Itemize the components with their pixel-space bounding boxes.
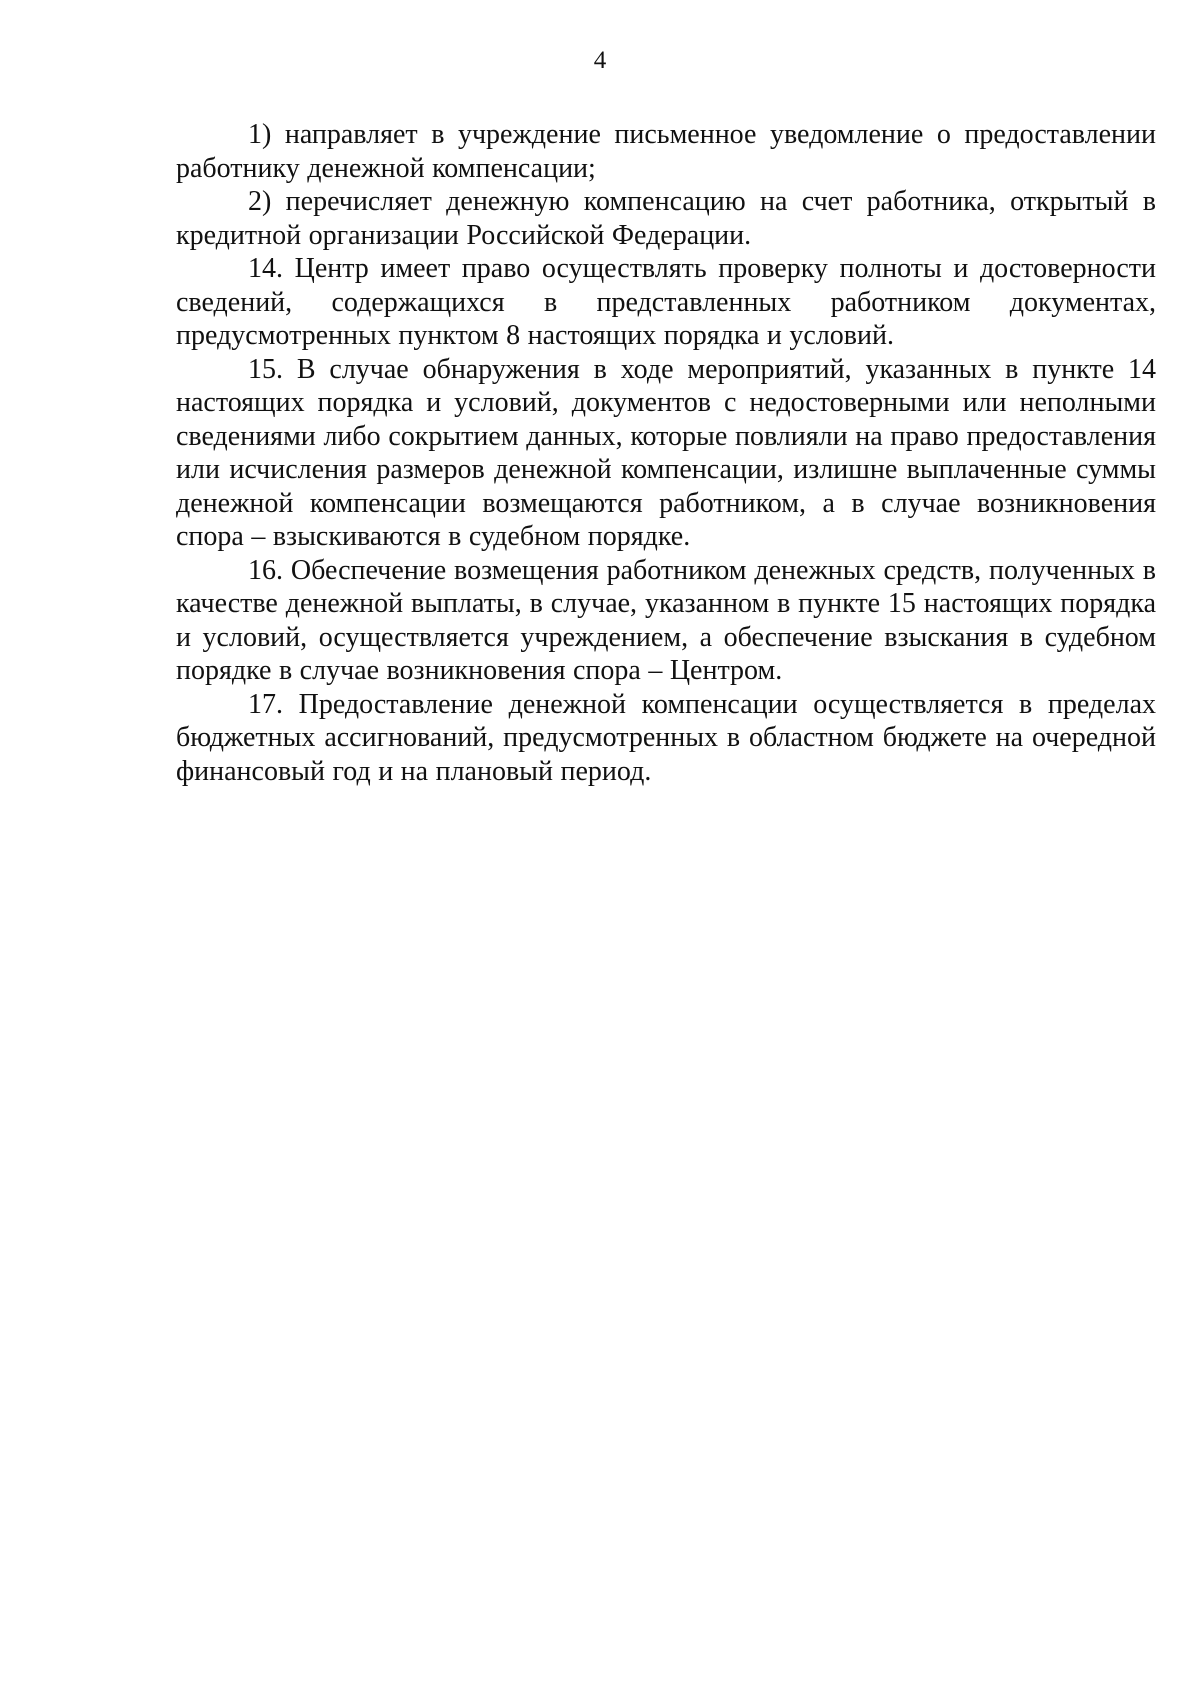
document-body [176,118,1156,788]
paragraph-clause-15: 15. В случае обнаружения в ходе мероприятий, указанных в пункте 14 настоящих порядка и условий, документов с недостоверными или неполными сведениями либо сокрытием данных, которые повлияли на право предоставления или исчисления размеров денежной компенсации, излишне выплаченные суммы денежной компенсации возмещаются работником, а в случае возникновения спора – взыскиваются в судебном порядке. [176,353,1156,552]
page-number: 4 [593,47,607,74]
paragraph-item-1: 1) направляет в учреждение письменное уведомление о предоставлении работнику денежной компенсации; [176,119,1156,184]
paragraph-clause-17: 17. Предоставление денежной компенсации осуществляется в пределах бюджетных ассигнований, предусмотренных в областном бюджете на очередной финансовый год и на плановый период. [176,688,1156,787]
paragraph-item-2: 2) перечисляет денежную компенсацию на счет работника, открытый в кредитной организации Российской Федерации. [176,186,1156,251]
paragraph-clause-16: 16. Обеспечение возмещения работником денежных средств, полученных в качестве денежной выплаты, в случае, указанном в пункте 15 настоящих порядка и условий, осуществляется учреждением, а обеспечение взыскания в судебном порядке в случае возникновения спора – Центром. [176,554,1156,686]
paragraph-clause-14: 14. Центр имеет право осуществлять проверку полноты и достоверности сведений, содержащихся в представленных работником документах, предусмотренных пунктом 8 настоящих порядка и условий. [176,253,1156,351]
